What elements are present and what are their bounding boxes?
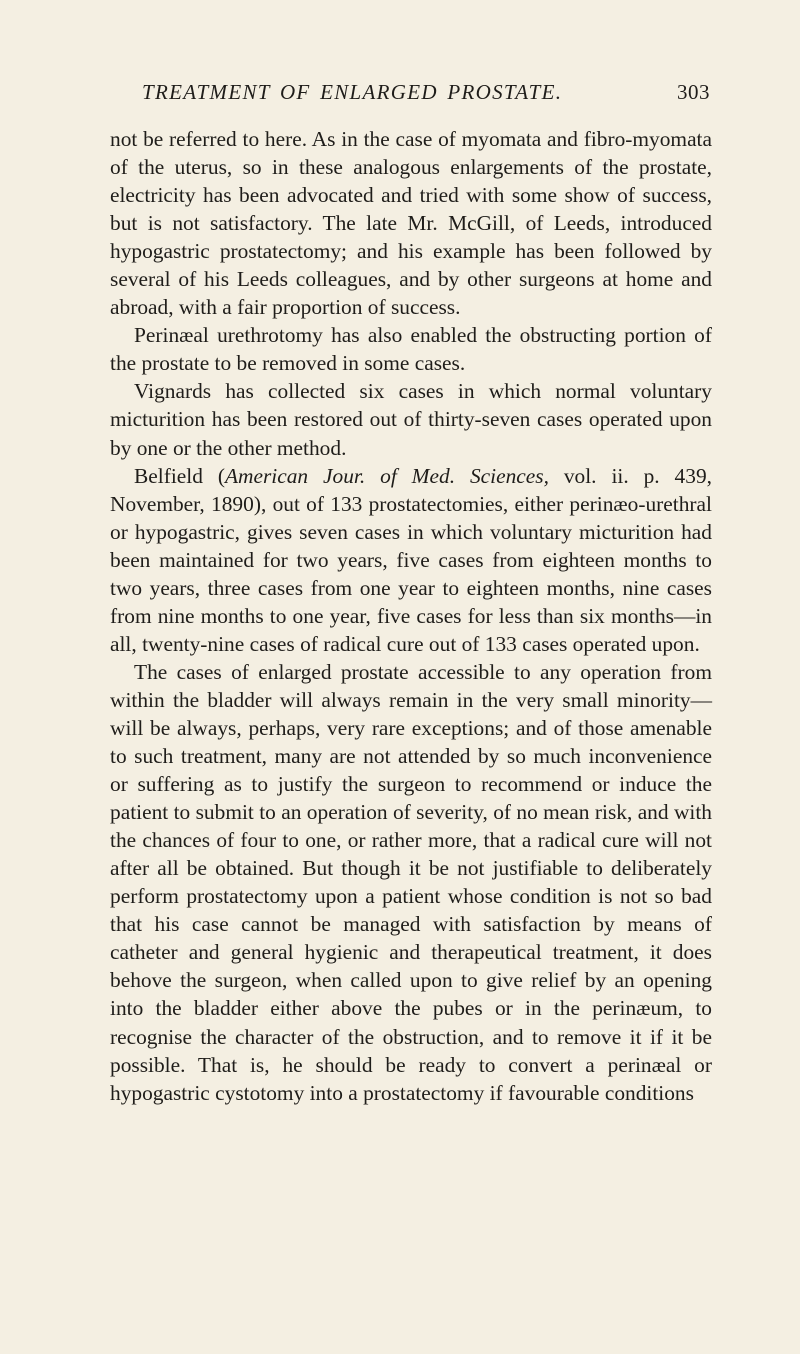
paragraph-3: Vignards has collected six cases in which normal voluntary micturition has been restored out of thirty-seven cases operated upon by one or the other method. [110, 379, 712, 460]
paragraph-1: not be referred to here. As in the case of myomata and fibro-myomata of the uterus, so in these analogous enlargements of the prostate, electricity has been advocated and tried with some show of success, but is not satisfactory. The late Mr. McGill, of Leeds, introduced hypogastric prostatectomy; and his example has been followed by several of his Leeds colleagues, and by other surgeons at home and abroad, with a fair proportion of success. [110, 127, 712, 320]
paragraph-5: The cases of enlarged prostate accessible to any operation from within the bladder will always remain in the very small minority—will be always, perhaps, very rare exceptions; and of those amenable to such treatment, many are not attended by so much inconvenience or suffering as to justify the surgeon to recommend or induce the patient to submit to an operation of severity, of no mean risk, and with the chances of four to one, or rather more, that a radical cure will not after all be obtained. But though it be not justifiable to deliberately perform prostatectomy upon a patient whose condition is not so bad that his case cannot be managed with satisfaction by means of catheter and general hygienic and therapeutical treatment, it does behove the surgeon, when called upon to give relief by an opening into the bladder either above the pubes or in the perinæum, to recognise the character of the obstruction, and to remove it if it be possible. That is, he should be ready to convert a perinæal or hypogastric cystotomy into a prostatectomy if favourable conditions [110, 659, 712, 1105]
paragraph-4-lead: Belfield ( [134, 463, 225, 488]
running-title: TREATMENT OF ENLARGED PROSTATE. [142, 80, 563, 104]
running-head [110, 80, 710, 110]
page-number: 303 [677, 80, 710, 104]
paragraph-2: Perinæal urethrotomy has also enabled the obstructing portion of the prostate to be removed in some cases. [110, 323, 712, 376]
paragraph-4-rest: vol. ii. p. 439, November, 1890), out of 133 prostatectomies, either perinæo-urethral or hypogastric, gives seven cases in which voluntary micturition had been maintained for two years, five cases from eighteen months to two years, three cases from one year to eighteen months, nine cases from nine months to one year, five cases for less than six months—in all, twenty-nine cases of radical cure out of 133 cases operated upon. [110, 463, 712, 656]
body-text [110, 125, 712, 1107]
paragraph-4 [110, 462, 712, 658]
journal-citation: American Jour. of Med. Sciences, [224, 463, 549, 488]
